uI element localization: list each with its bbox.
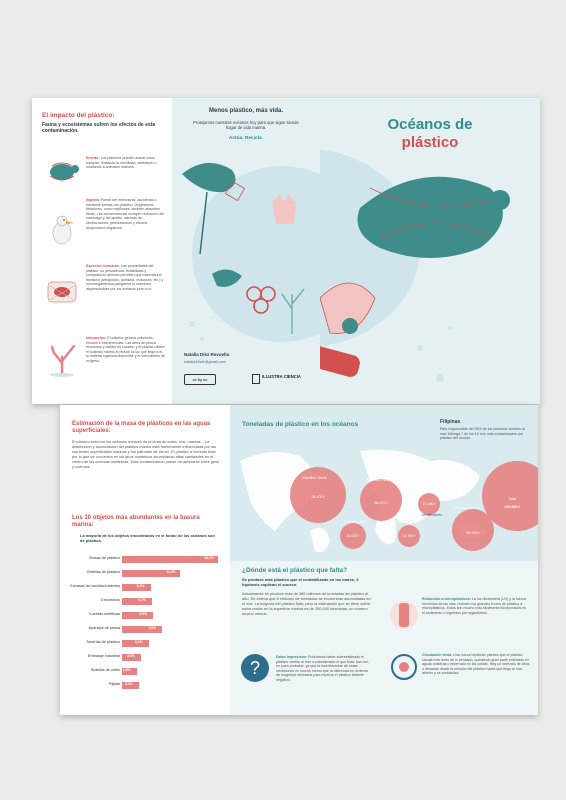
bar-category-label: Pajitas [108,682,120,686]
bar-value-label: 18,1% [204,556,214,560]
impact-heading-3: Especies invasivas: [86,264,120,268]
cover-panel [320,98,540,404]
message-headline: Menos plástico, más vida. [208,108,284,114]
map-title: Toneladas de plástico en los océanos [242,421,359,428]
bar-row [60,611,220,620]
impact-text-1: Los plásticos pueden actuar como trampas, limitando la movilidad, asfixiando o mutilando a animales marinos. [86,156,157,170]
ocean-illustration-right [320,148,540,404]
bar-row [60,625,220,634]
ocean-value-4: 21.020 t [346,534,360,538]
cycle-icon [390,653,418,681]
mass-estimate-panel [60,405,230,715]
ocean-name-4: Pacífico Sur [344,519,366,524]
crab-icon [44,276,80,306]
philippines-title: Filipinas [440,419,461,425]
message-text: Protejamos nuestros océanos hoy para que sigan siendo hogar de vida marina. [193,120,299,131]
hypothesis-text-3: Una nueva hipótesis plantea que el plástico circula más lento de lo pensado, quedando gran parte enterrado en aguas costeras o enterrado en las costas. Hay un intervalo de años o décadas desde la emisión del plástico hasta que llega al mar abierto y se contabiliza. [422,653,530,676]
bar-value-label: 2,8% [122,668,131,672]
license-badge: cc by nc [184,374,216,385]
question-icon [240,653,270,683]
ocean-map-panel [230,405,538,715]
impact-heading-1: Enredo: [86,156,100,160]
missing-title: ¿Dónde está el plástico que falta? [242,567,348,574]
missing-subtitle: Se produce más plástico que el contabilizado en los mares, 3 hipótesis explican el suceso. [242,577,359,587]
cover-title-line2: plástico [401,134,459,151]
top10-title: Los 10 objetos más abundantes en la basura marina: [72,515,200,528]
bar-value-label: 5,4% [136,584,145,588]
total-value: 268.950 t [504,505,520,509]
bar-value-label: 11,0% [166,570,176,574]
ocean-circle-north-atlantic [360,479,402,521]
brand-name: ILLUSTRA CIENCIA [262,374,301,379]
hypothesis-text-1: Podríamos haber sobreestimado el plástico vertido al mar o subestimado el que flota. Aun así, es poco probable, ya que la incertidumbre de estas mediciones es mucho menor que la diferencia en órdenes de magnitud necesaria para explicar el plástico faltante negativo. [276,655,369,682]
bar-value-label: 3,6% [127,654,135,658]
impact-panel [32,98,172,404]
bar-value-label: 5,1% [135,640,143,644]
bar-row [60,569,220,578]
bar-row [60,583,220,592]
hypothesis-heading-3: Circulación lenta: [422,653,453,657]
svg-text:?: ? [249,658,261,678]
impact-text-3: Las propiedades del plástico, su persistencia, flotabilidad y composición química permiten que macrofauna invasora (artrópodos, anélidos, moluscos, etc.) y microorganismos patógenos lo colonicen, dispersándose por los océanos junto a él. [86,264,164,291]
missing-plastic-section [230,561,538,715]
bar [122,598,152,605]
ocean-value-3: 21.150 t [422,502,436,506]
brand-logo [252,374,308,384]
turtle-icon [44,156,80,186]
bar-value-label: 3,2% [124,682,133,686]
bar-value-label: 5,7% [138,598,146,602]
philippines-text: País responsable del 36% de los plásticos vertidos al mar. Alberga 7 de los 10 ríos más contaminados por plástico del mundo. [440,427,525,441]
bar-row [60,667,220,676]
bird-icon [46,213,78,247]
ocean-name-5: Atlántico Sur [396,519,419,524]
message-cta: Actúa. Recicla. [228,136,264,141]
coral-icon [44,343,80,377]
bar-row [60,555,220,564]
ocean-value-5: 12.780 t [402,534,416,538]
top10-bar-chart [60,555,230,705]
bar-row [60,681,220,690]
hypothesis-heading-1: Datos imprecisos: [276,655,308,659]
ocean-name-2: Atlántico Norte [366,477,393,482]
bar-row [60,639,220,648]
message-panel [172,98,320,404]
brochure-inside [60,405,538,715]
bar-row [60,653,220,662]
bar-category-label: Bolsas de plástico [89,556,120,560]
bar-category-label: Botellas de plástico [87,570,120,574]
ocean-name-6: Océano Índico [454,505,480,510]
missing-text: Actualmente se produce más de 380 millones de toneladas de plástico al año. Se estima que 8 millones de toneladas se encuentran acumuladas en el mar. La mayoría del plástico flota, pero la estimación que se tiene sobre estos restos en la superficie marina es de 250.000 toneladas, un número mucho menos. [242,591,371,616]
mass-title: Estimación de la masa de plásticos en las aguas superficiales: [72,421,211,434]
bar-category-label: Tuberías de plástico [85,640,120,644]
impact-text-2: Puede ser intencional, accidental o mediante presas con plástico. Organismos filtradores, como mejillones, también absorben fibras. Las consecuencias incluyen reducción del estómago y del apetito, además de obstrucciones, perforaciones y efectos bioquímicos negativos. [86,198,164,230]
ocean-value-6: 59.130 t [466,531,480,535]
ocean-value-2: 56.470 t [374,501,388,505]
hypothesis-heading-2: Reducción a microplásticos: [422,597,471,601]
impact-text-4: El plástico genera colisiones, erosión e interferencias. Las artes de pesca erosionan y dañan los corales, y el plástico altera el sustrato marino al reducir la luz que llega a él, la materia orgánica disponible y el intercambio de oxígeno. [86,336,165,363]
top10-subtitle: La mayoría de los objetos encontrados en el fondo de los océanos son de plástico. [80,533,215,543]
bar-category-label: Aparejos de pesca [88,626,120,630]
brochure-outside [32,98,540,404]
brand-icon [252,374,260,384]
ocean-name-7: Mediterráneo [422,513,442,517]
cover-title-line1: Océanos de [387,116,473,133]
bar-category-label: Embalaje industrial [87,654,120,658]
ocean-name-1: Pacífico Norte [302,475,328,480]
bar [122,612,153,619]
bar-row [60,597,220,606]
impact-heading-2: Ingesta: [86,198,100,202]
author-name: Natalia Díez Revuelta [184,352,230,357]
ocean-value-1: 96.400 t [311,495,325,499]
total-label: Total [508,497,516,501]
bar-category-label: Envases de comida/cubiertos [70,584,120,588]
bar-category-label: Botellas de vidrio [91,668,120,672]
bar [122,626,162,633]
impact-title: El impacto del plástico: [42,112,115,119]
ocean-illustration-left [172,144,320,354]
hypothesis-text-2: La luz ultravioleta (UV) y la fuerza mecánica de las olas, reducen los grandes trozos de plástico a microplásticos. Estos son mucho más fácilmente incorporados en el sedimento o ingeridos por organismos. [422,597,527,615]
bar-value-label: 7,6% [148,626,157,630]
author-email[interactable]: natalia10sdr@gmail.com [184,360,226,364]
impact-heading-4: Interacción: [86,336,107,340]
bottle-icon [390,597,418,631]
mass-text: El plástico entra en los océanos a través de la línea de costa, ríos, mareas... La distribución y acumulación del plástico marino está fuertemente influenciada por las corrientes superficiales marinas y los patrones de viento. El plástico a menudo flota por lo que se concentra en los giros oceánicos acumulando altas cantidades en el centro de las cuencas oceánicas. Esta contaminación puede de aplazarse entre giros y cuencas. [72,439,220,469]
bar-value-label: 5,9% [139,612,148,616]
bar-category-label: Envoltorios [101,598,120,602]
impact-subtitle: Fauna y ecosistemas sufren los efectos de esta contaminación. [42,122,156,134]
bar-category-label: Cuerdas sintéticas [88,612,120,616]
